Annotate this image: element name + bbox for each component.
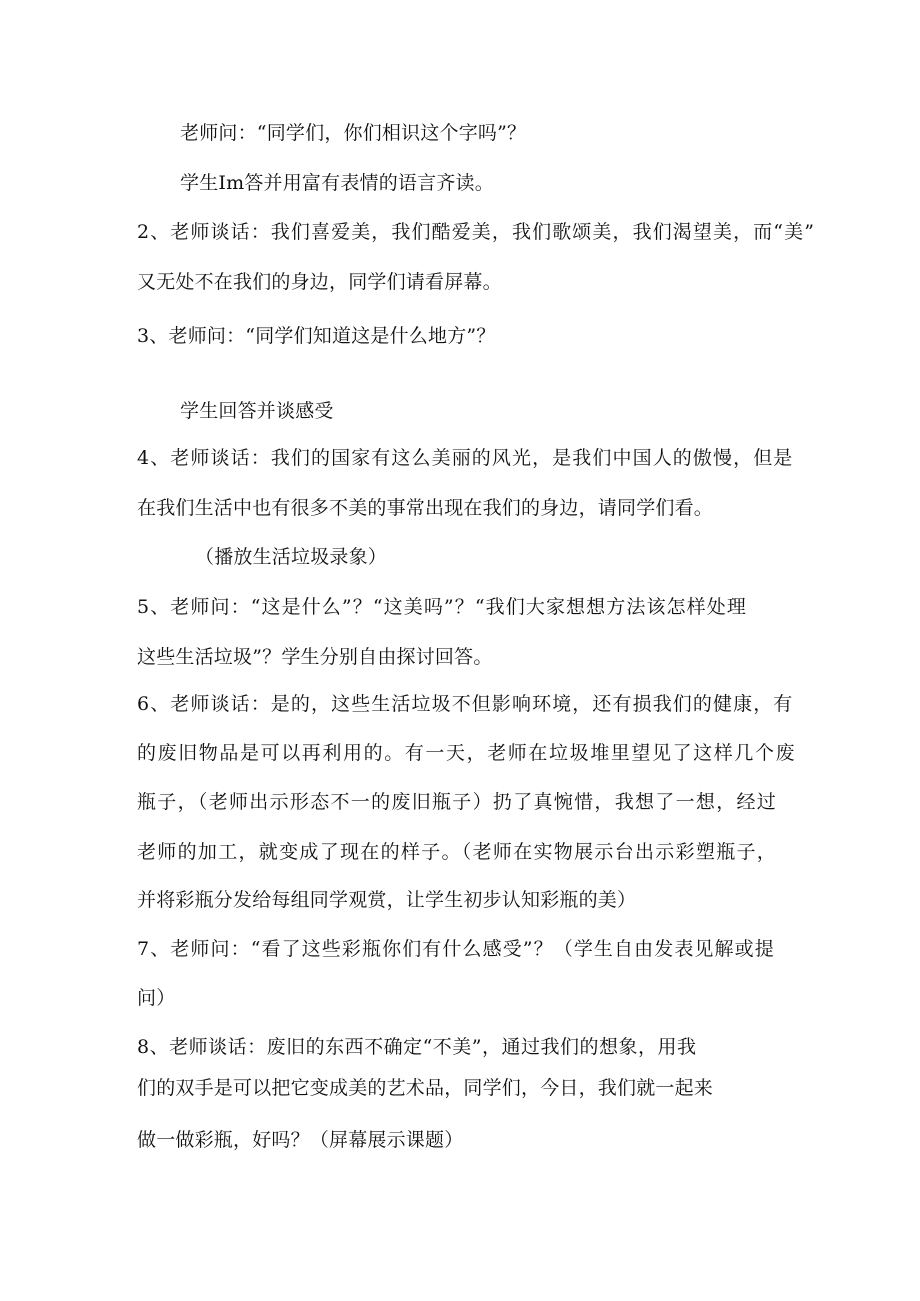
text-line: 又无处不在我们的身边，同学们请看屏幕。 — [137, 271, 502, 293]
text-line: 问） — [137, 987, 176, 1009]
text-line: 在我们生活中也有很多不美的事常出现在我们的身边，请同学们看。 — [137, 497, 714, 519]
text-line: 并将彩瓶分发给每组同学观赏，让学生初步认知彩瓶的美） — [137, 889, 637, 911]
text-line: 4、老师谈话：我们的国家有这么美丽的风光，是我们中国人的傲慢，但是 — [137, 447, 794, 469]
text-line: 瓶子，（老师出示形态不一的废旧瓶子）扔了真惋惜，我想了一想，经过 — [137, 791, 778, 813]
text-line: 们的双手是可以把它变成美的艺术品，同学们，今日，我们就一起来 — [137, 1077, 714, 1099]
text-line: 6、老师谈话：是的，这些生活垃圾不但影响环境，还有损我们的健康，有 — [137, 693, 794, 715]
text-line: 2、老师谈话：我们喜爱美，我们酷爱美，我们歌颂美，我们渴望美，而“美” — [137, 221, 816, 243]
text-line: 5、老师问：“这是什么”？“这美吗”？“我们大家想想方法该怎样处理 — [137, 596, 747, 618]
text-line: 做一做彩瓶，好吗？（屏幕展示课题） — [137, 1129, 464, 1151]
text-line: 学生Im答并用富有表情的语言齐读。 — [180, 172, 494, 194]
text-line: 这些生活垃圾”？学生分别自由探讨回答。 — [137, 646, 493, 668]
text-line: 老师的加工，就变成了现在的样子。（老师在实物展示台出示彩塑瓶子， — [137, 841, 778, 863]
text-line: 老师问：“同学们，你们相识这个字吗”？ — [180, 122, 527, 144]
text-line: （播放生活垃圾录象） — [195, 546, 388, 568]
text-line: 7、老师问：“看了这些彩瓶你们有什么感受”？（学生自由发表见解或提 — [137, 938, 775, 960]
text-line: 的废旧物品是可以再利用的。有一天，老师在垃圾堆里望见了这样几个废 — [137, 742, 797, 764]
text-line: 3、老师问：“同学们知道这是什么地方”？ — [137, 325, 496, 347]
text-line: 学生回答并谈感受 — [180, 400, 334, 422]
text-line: 8、老师谈话：废旧的东西不确定“不美”，通过我们的想象，用我 — [137, 1036, 697, 1058]
